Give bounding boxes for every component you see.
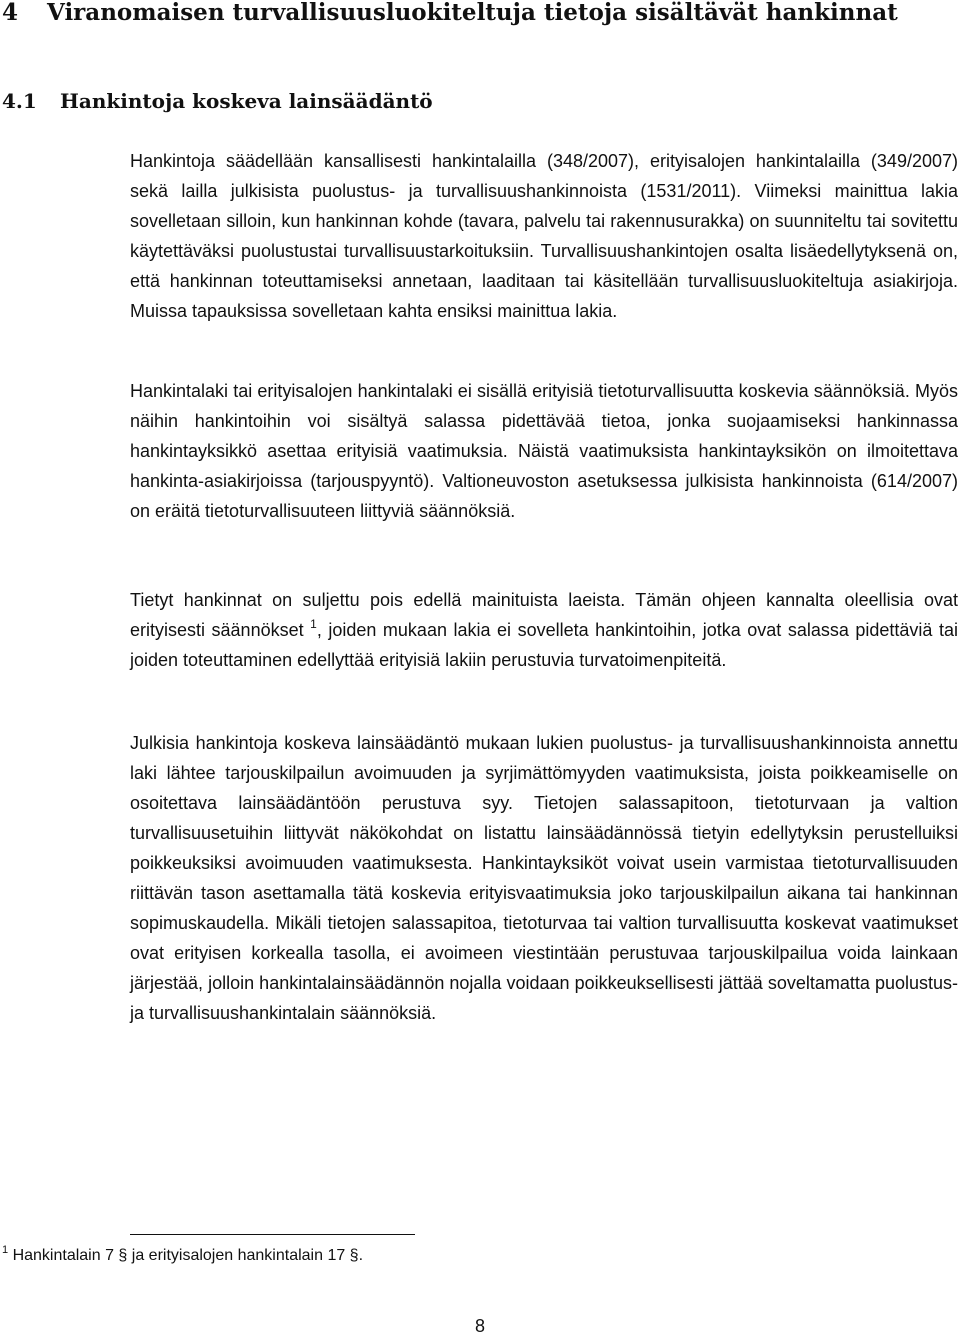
footnote-divider bbox=[130, 1234, 415, 1235]
paragraph-public-procurement: Julkisia hankintoja koskeva lainsäädäntö mukaan lukien puolustus- ja turvallisuushankinnoista annettu laki lähtee tarjouskilpailun avoimuuden ja syrjimättömyyden vaatimuksista, joista poikkeamiselle on osoitettava lainsäädäntöön perustuva syy. Tietojen salassapitoon, tietoturvaan ja valtion turvallisuusetuihin liittyvät näkökohdat on listattu lainsäädännössä tietyin edellytyksin perustelluiksi poikkeuksiksi avoimuuden vaatimuksesta. Hankintayksiköt voivat usein varmistaa tietoturvallisuuden riittävän tason asettamalla tätä koskevia erityisvaatimuksia joko tarjouskilpailun aikana tai hankinnan sopimuskaudella. Mikäli tietojen salassapitoa, tietoturvaa tai valtion turvallisuutta koskevat vaatimukset ovat erityisen korkealla tasolla, ei avoimeen viestintään perustuvaa tarjouskilpailua voida lainkaan järjestää, jolloin hankintalainsäädännön nojalla voidaan poikkeuksellisesti jättää soveltamatta puolustus- ja turvallisuushankintalain säännöksiä. bbox=[130, 733, 958, 1023]
paragraph-exclusions-text-start: Tietyt hankinnat on suljettu pois edellä mainituista laeista. Tämän ohjeen kannalta oleellisia ovat erityisesti säännökset bbox=[130, 590, 958, 640]
chapter-title: Viranomaisen turvallisuusluokiteltuja tietoja sisältävät hankinnat bbox=[47, 0, 898, 26]
section-heading bbox=[0, 88, 960, 114]
footnote-reference[interactable]: 1 bbox=[310, 617, 317, 631]
paragraph-procurement-laws: Hankintoja säädellään kansallisesti hankintalailla (348/2007), erityisalojen hankintalailla (349/2007) sekä lailla julkisista puolustus- ja turvallisuushankinnoista (1531/2011). Viimeksi mainittua lakia sovelletaan silloin, kun hankinnan kohde (tavara, palvelu tai rakennusurakka) on suunniteltu tai sovitettu käytettäväksi puolustustai turvallisuustarkoituksiin. Turvallisuushankintojen osalta lisäedellytyksenä on, että hankinnan toteuttamiseksi annetaan, laaditaan tai käsitellään turvallisuusluokiteltuja asiakirjoja. Muissa tapauksissa sovelletaan kahta ensiksi mainittua lakia. bbox=[130, 151, 958, 321]
chapter-heading bbox=[0, 0, 960, 26]
section-title: Hankintoja koskeva lainsäädäntö bbox=[60, 89, 433, 113]
page-number: 8 bbox=[474, 1316, 485, 1336]
paragraph-exclusions bbox=[130, 585, 958, 675]
footnote-text: Hankintalain 7 § ja erityisalojen hankintalain 17 §. bbox=[12, 1247, 364, 1264]
section-number: 4.1 bbox=[2, 89, 37, 113]
paragraph-exclusions-text-end: , joiden mukaan lakia ei sovelleta hankintoihin, jotka ovat salassa pidettäviä tai joiden toteuttaminen edellyttää erityisiä lakiin perustuvia turvatoimenpiteitä. bbox=[130, 620, 958, 670]
paragraph-security-requirements: Hankintalaki tai erityisalojen hankintalaki ei sisällä erityisiä tietoturvallisuutta koskevia säännöksiä. Myös näihin hankintoihin voi sisältyä salassa pidettävää tietoa, jonka suojaamiseksi hankinnassa hankintayksikkö asettaa erityisiä vaatimuksia. Näistä vaatimuksista hankintayksikön on ilmoitettava hankinta-asiakirjoissa (tarjouspyyntö). Valtioneuvoston asetuksessa julkisista hankinnoista (614/2007) on eräitä tietoturvallisuuteen liittyviä säännöksiä. bbox=[130, 381, 958, 521]
chapter-number: 4 bbox=[2, 0, 19, 26]
footnote bbox=[2, 1245, 363, 1267]
footnote-marker: 1 bbox=[2, 1244, 9, 1256]
